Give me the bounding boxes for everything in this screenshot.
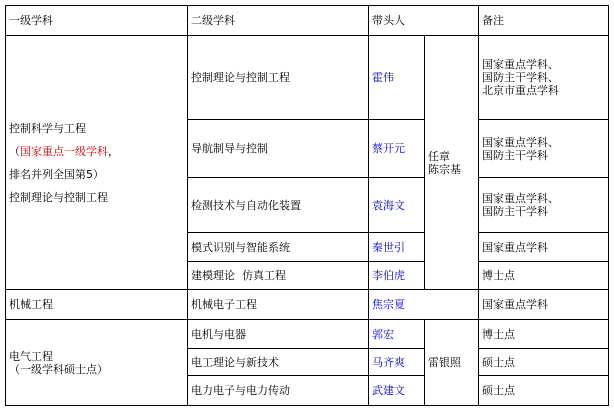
first-level-electrical — [6, 320, 188, 406]
national-key-label: 国家重点一级学科 — [20, 144, 108, 158]
note-cell: 博士点 — [479, 320, 609, 349]
header-row — [6, 6, 609, 36]
note-cell: 国家重点学科 — [479, 290, 609, 320]
second-level-cell: 模式识别与智能系统 — [188, 233, 369, 262]
leader-cell: 李伯虎 — [369, 262, 425, 290]
shared-leader-2: 陈宗基 — [428, 162, 461, 176]
header-note: 备注 — [479, 6, 609, 36]
first-level-name: 控制科学与工程 — [9, 121, 86, 135]
second-level-cell: 机械电子工程 — [188, 290, 369, 320]
paren-open: （ — [9, 144, 20, 158]
second-level-cell: 检测技术与自动化装置 — [188, 178, 369, 233]
shared-leader-1: 任章 — [428, 149, 450, 163]
note-line: 国防主干学科 — [482, 148, 548, 162]
first-level-control-science — [6, 36, 188, 290]
shared-leader-cell — [425, 36, 479, 290]
note-cell — [479, 36, 609, 120]
second-level-cell: 电力电子与电力传动 — [188, 376, 369, 406]
note-cell: 硕士点 — [479, 376, 609, 406]
leader-cell: 霍伟 — [369, 36, 425, 120]
note-cell — [479, 178, 609, 233]
header-leader: 带头人 — [369, 6, 479, 36]
first-level-name: 电气工程 — [9, 349, 53, 363]
note-cell: 博士点 — [479, 262, 609, 290]
note-line: 北京市重点学科 — [482, 84, 559, 97]
note-line: 国家重点学科、 — [482, 135, 559, 149]
second-level-cell: 控制理论与控制工程 — [188, 36, 369, 120]
note-line: 国家重点学科、 — [482, 58, 559, 71]
note-cell — [479, 120, 609, 178]
leader-cell: 秦世引 — [369, 233, 425, 262]
rank-text: 排名并列全国第5） — [9, 167, 104, 181]
shared-leader-cell: 雷银照 — [425, 320, 479, 406]
first-level-subtext: 控制理论与控制工程 — [9, 190, 108, 204]
leader-cell: 蔡开元 — [369, 120, 425, 178]
leader-cell: 马齐爽 — [369, 349, 425, 376]
first-level-subtext: （一级学科硕士点） — [9, 362, 108, 376]
note-line: 国防主干学科 — [482, 205, 548, 218]
header-first-level: 一级学科 — [6, 6, 188, 36]
leader-cell: 袁海文 — [369, 178, 425, 233]
second-level-cell: 导航制导与控制 — [188, 120, 369, 178]
leader-cell: 郭宏 — [369, 320, 425, 349]
leader-cell: 焦宗夏 — [369, 290, 479, 320]
discipline-table — [5, 5, 609, 406]
note-cell: 硕士点 — [479, 349, 609, 376]
second-level-cell: 电机与电器 — [188, 320, 369, 349]
leader-cell: 武建文 — [369, 376, 425, 406]
first-level-mechanical: 机械工程 — [6, 290, 188, 320]
note-line: 国家重点学科、 — [482, 192, 559, 205]
note-line: 国防主干学科、 — [482, 71, 559, 84]
second-level-cell: 电工理论与新技术 — [188, 349, 369, 376]
table-row — [6, 36, 609, 120]
note-cell: 国家重点学科 — [479, 233, 609, 262]
table-row — [6, 320, 609, 349]
paren-comma: ， — [108, 144, 119, 158]
table-row — [6, 290, 609, 320]
header-second-level: 二级学科 — [188, 6, 369, 36]
second-level-cell: 建模理论 仿真工程 — [188, 262, 369, 290]
